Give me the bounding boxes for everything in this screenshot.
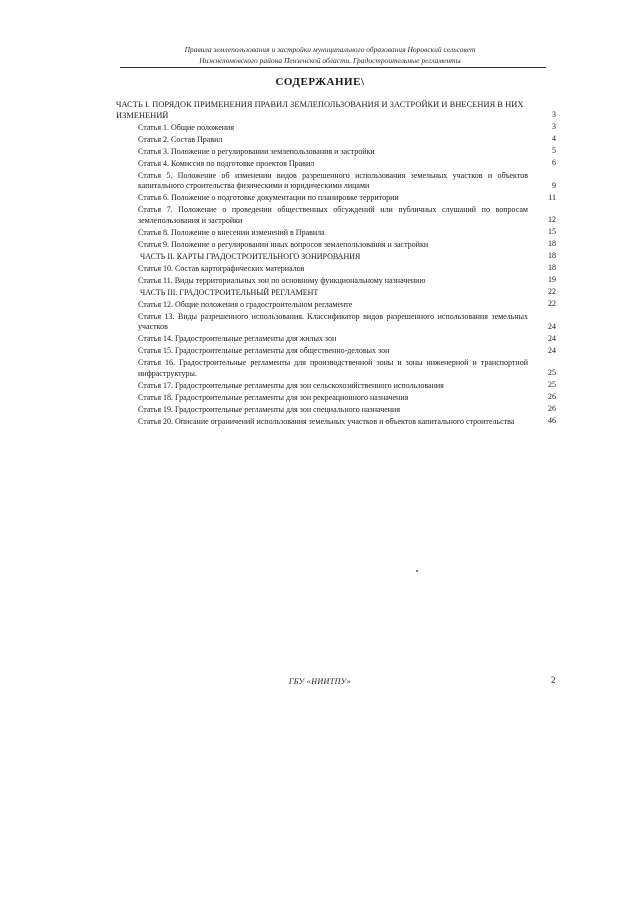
toc-entry (116, 405, 556, 416)
scan-speck (416, 570, 418, 572)
header-divider (120, 67, 546, 68)
toc-entry (116, 171, 556, 192)
toc-entry (116, 417, 556, 428)
toc-entry-page: 25 (548, 368, 556, 377)
toc-entry-title: ЧАСТЬ I. ПОРЯДОК ПРИМЕНЕНИЯ ПРАВИЛ ЗЕМЛЕПОЛЬЗОВАНИЯ И ЗАСТРОЙКИ И ВНЕСЕНИЯ В НИХ ИЗМЕНЕНИЙ (116, 100, 524, 120)
running-header (120, 44, 540, 66)
toc-entry (116, 123, 556, 134)
toc-entry-title: Статья 1. Общие положения (138, 122, 235, 132)
toc-entry-title: Статья 19. Градостроительные регламенты для зон специального назначения (138, 404, 401, 414)
page-title: СОДЕРЖАНИЕ\ (275, 76, 365, 88)
toc-entry (116, 358, 556, 379)
toc-entry (116, 276, 556, 287)
toc-entry-title: Статья 4. Комиссия по подготовке проектов Правил (138, 158, 315, 168)
toc-entry-page: 3 (552, 110, 556, 119)
toc-entry-title: Статья 12. Общие положения о градостроительном регламенте (138, 299, 353, 309)
toc-entry (116, 205, 556, 226)
toc-entry-title: Статья 5. Положение об изменении видов разрешенного использования земельных участков и объектов капитального строительства физическими и юридическими лицами (138, 170, 528, 190)
running-header-line-1: Правила землепользования и застройки муниципального образования Норовский сельсовет (184, 45, 476, 54)
toc-entry (116, 381, 556, 392)
toc-entry-title: Статья 14. Градостроительные регламенты для жилых зон (138, 334, 337, 343)
toc-entry-title: Статья 13. Виды разрешенного использования. Классификатор видов разрешенного использования земельных участков (138, 311, 528, 331)
toc-entry (116, 346, 556, 357)
toc-entry-title: ЧАСТЬ III. ГРАДОСТРОИТЕЛЬНЫЙ РЕГЛАМЕНТ (140, 287, 319, 297)
page-number: 2 (551, 675, 556, 685)
table-of-contents (116, 100, 556, 429)
running-header-line-2: Нижнеломовского района Пензенской области. Градостроительные регламенты (199, 56, 461, 65)
toc-entry-title: Статья 11. Виды территориальных зон по основному функциональному назначению (138, 275, 426, 285)
toc-entry (116, 312, 556, 333)
toc-entry (116, 147, 556, 158)
toc-entry-title: ЧАСТЬ II. КАРТЫ ГРАДОСТРОИТЕЛЬНОГО ЗОНИРОВАНИЯ (140, 251, 361, 261)
toc-entry-page: 11 (548, 192, 556, 202)
toc-entry-title: Статья 10. Состав картографических материалов (138, 263, 305, 273)
toc-entry-page: 24 (548, 321, 556, 331)
toc-entry-title: Статья 17. Градостроительные регламенты для зон сельскохозяйственного использования (138, 380, 444, 390)
toc-entry-page: 22 (548, 299, 556, 308)
toc-entry (116, 288, 556, 299)
toc-entry (116, 135, 556, 146)
toc-entry-title: Статья 15. Градостроительные регламенты для общественно-деловых зон (138, 346, 390, 355)
toc-entry-page: 19 (548, 275, 556, 284)
footer-organization: ГБУ «НИИТПУ» (288, 677, 352, 686)
toc-entry-page: 24 (548, 345, 556, 355)
toc-entry-page: 5 (552, 146, 556, 155)
toc-entry (116, 240, 556, 251)
toc-entry-title: Статья 2. Состав Правил (138, 134, 223, 144)
toc-entry-page: 9 (552, 180, 556, 190)
toc-entry (116, 100, 556, 121)
toc-entry-title: Статья 8. Положение о внесении изменений в Правила (138, 227, 325, 237)
toc-entry (116, 393, 556, 404)
toc-entry (116, 252, 556, 263)
toc-entry (116, 264, 556, 275)
toc-entry-page: 18 (548, 263, 556, 272)
toc-entry-page: 25 (548, 380, 556, 389)
toc-entry-title: Статья 3. Положение о регулировании землепользования и застройки (138, 146, 375, 156)
toc-entry-page: 4 (552, 134, 556, 143)
toc-entry-page: 46 (548, 416, 556, 425)
toc-entry-page: 18 (548, 239, 556, 248)
toc-entry-title: Статья 18. Градостроительные регламенты для зон рекреационного назначения (138, 392, 409, 402)
toc-entry-page: 26 (548, 392, 556, 401)
toc-entry-title: Статья 6. Положение о подготовке документации по планировке территории (138, 193, 399, 202)
toc-entry (116, 159, 556, 170)
toc-entry-page: 6 (552, 158, 556, 167)
toc-entry-page: 26 (548, 404, 556, 413)
toc-entry-page: 12 (548, 215, 556, 224)
toc-entry (116, 334, 556, 345)
toc-entry-page: 18 (548, 251, 556, 260)
toc-entry-title: Статья 9. Положение о регулировании иных вопросов землепользования и застройки (138, 239, 429, 249)
toc-entry-page: 24 (548, 333, 556, 343)
toc-entry-title: Статья 7. Положение о проведении общественных обсуждений или публичных слушаний по вопросам землепользования и застройки (138, 205, 528, 225)
toc-entry-title: Статья 16. Градостроительные регламенты для производственной зоны и зоны инженерной и транспортной инфраструктуры. (138, 358, 528, 378)
toc-entry-page: 22 (548, 287, 556, 296)
toc-entry-page: 3 (552, 122, 556, 131)
toc-entry (116, 193, 556, 204)
toc-entry-page: 15 (548, 227, 556, 236)
toc-entry (116, 300, 556, 311)
toc-entry-title: Статья 20. Описание ограничений использования земельных участков и объектов капитального строительства (138, 416, 515, 426)
toc-entry (116, 228, 556, 239)
